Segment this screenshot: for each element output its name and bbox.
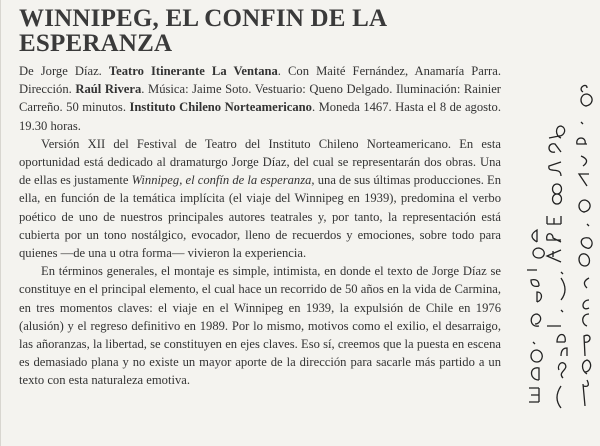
article-paragraph-1 <box>19 135 501 262</box>
credit-segment: . Moneda 1467. Hasta el 8 de agosto. 19.30 horas. <box>19 100 501 133</box>
credit-bold-segment: Teatro Itinerante La Ventana <box>108 64 278 78</box>
play-title-italic: Winnipeg, el confín de la esperanza <box>131 173 312 188</box>
article-paragraph-2: En términos generales, el montaje es simple, intimista, en donde el texto de Jorge Díaz se constituye en el principal elemento, el cual hace un recorrido de 50 años en la vida de Carmina, en tres momentos claves: el viaje en el Winnipeg en 1939, la expulsión de Chile en 1976 (alusión) y el regreso definitivo en 1989. Por lo mismo, motivos como el exilio, el desarraigo, las añoranzas, la libertad, se constituyen en ejes claves. Eso sí, creemos que la puesta en escena es demasiado plana y no existe un mayor aporte de la dirección para sacarle más partido a un texto con esta naturaleza emotiva. <box>19 264 501 388</box>
credit-bold-segment: Raúl Rivera <box>75 82 142 97</box>
article-credits <box>19 62 501 135</box>
paragraph-1-text-cont: , una de sus últimas producciones. En ella, en función de la temática implícita (el viaje del Winnipeg en 1939), predomina el verbo poético de uno de nuestros principales autores teatrales y, por tanto, la representación está cubierta por un tono nostálgico, evocador, lleno de recuerdos y emociones, sobre todo para quienes —de una u otra forma— vivieron la experiencia. <box>19 173 502 261</box>
credit-segment: . Música: Jaime Soto. Vestuario: Queno Delgado. Iluminación: Rainier Carreño. 50 minutos. <box>19 82 501 115</box>
article <box>19 6 501 390</box>
credit-segment: . Con Maité Fernández, Anamaría Parra. Dirección. <box>19 64 501 97</box>
handwriting-drawing <box>503 26 598 416</box>
credit-segment: De Jorge Díaz. <box>19 64 109 78</box>
paragraph-1-text: Versión XII del Festival de Teatro del Instituto Chileno Norteamericano. En esta oportunidad está dedicado al dramaturgo Jorge Díaz, del cual se representarán dos obras. Una de ellas es justamente <box>19 136 501 188</box>
handwritten-annotation <box>503 26 598 416</box>
article-headline: WINNIPEG, EL CONFIN DE LA ESPERANZA <box>19 5 386 57</box>
credit-bold-segment: Instituto Chileno Norteamericano <box>129 100 312 115</box>
